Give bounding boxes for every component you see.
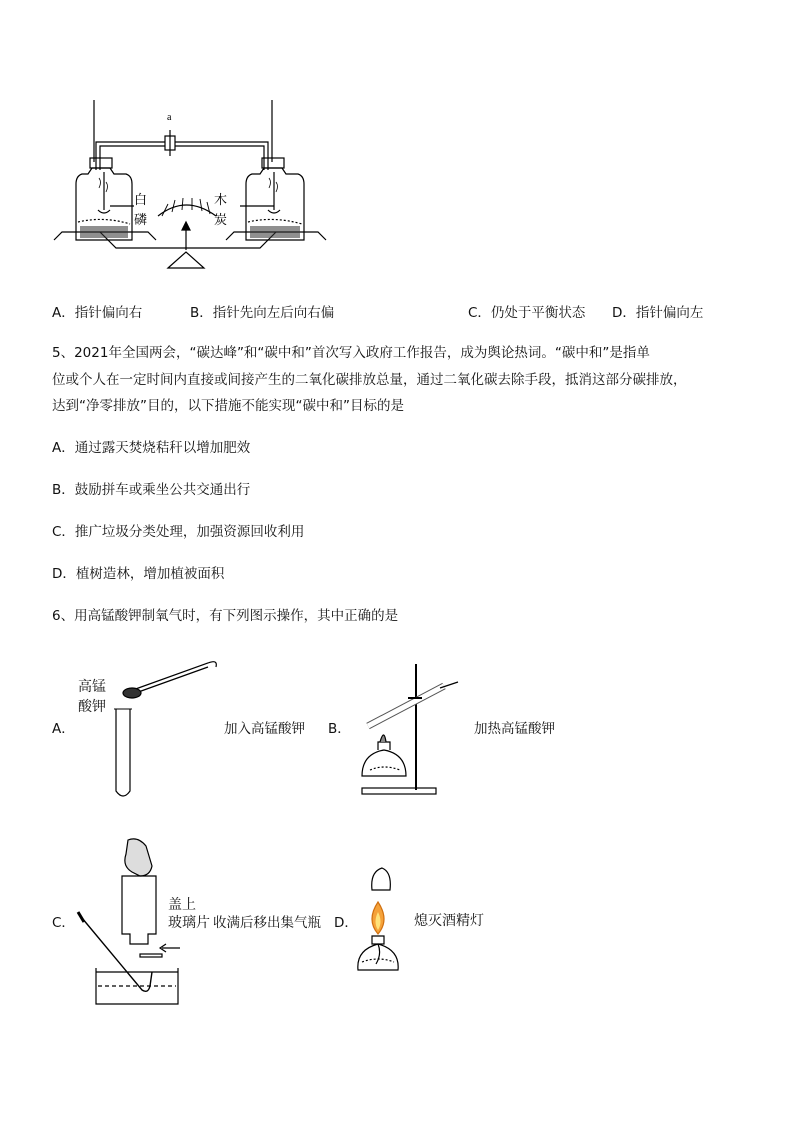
q6-a-label-line-1: 高锰 — [78, 679, 106, 695]
q5-stem-line-1: 5、2021年全国两会，“碳达峰”和“碳中和”首次写入政府工作报告，成为舆论热词。“碳中和”是指单 — [52, 345, 650, 361]
charcoal-label-1: 木 — [214, 193, 228, 208]
q4-option-c[interactable]: C．仍处于平衡状态 — [468, 305, 586, 321]
q6-c-label-line-1: 盖上 — [168, 897, 196, 913]
q6-option-d-caption: 熄灭酒精灯 — [414, 913, 484, 929]
white-phosphorus-label-1: 白 — [134, 193, 148, 208]
q6-stem: 6、用高锰酸钾制氧气时，有下列图示操作，其中正确的是 — [52, 608, 399, 624]
q5-option-d[interactable]: D．植树造林，增加植被面积 — [52, 566, 225, 582]
q6-a-label-line-2: 酸钾 — [78, 699, 106, 715]
q5-option-b[interactable]: B．鼓励拼车或乘坐公共交通出行 — [52, 482, 251, 498]
q4-option-b[interactable]: B．指针先向左后向右偏 — [190, 305, 335, 321]
q6-option-c-caption: 收满后移出集气瓶 — [213, 915, 321, 931]
q6-option-b-caption: 加热高锰酸钾 — [474, 721, 555, 737]
heating-apparatus-figure — [348, 658, 468, 798]
white-phosphorus-label-2: 磷 — [134, 213, 148, 228]
q5-option-a[interactable]: A．通过露天焚烧秸秆以增加肥效 — [52, 440, 251, 456]
valve-label: a — [167, 112, 172, 123]
q5-stem-line-2: 位或个人在一定时间内直接或间接产生的二氧化碳排放总量，通过二氧化碳去除手段，抵消这部分碳排放， — [52, 371, 687, 388]
q6-c-label-line-2: 玻璃片 — [168, 915, 210, 931]
q6-option-b-letter[interactable]: B． — [328, 721, 351, 737]
charcoal-label-2: 炭 — [214, 213, 228, 228]
q6-option-a-letter[interactable]: A． — [52, 721, 75, 737]
q5-option-c[interactable]: C．推广垃圾分类处理，加强资源回收利用 — [52, 524, 305, 540]
q5-stem-line-3: 达到“净零排放”目的，以下措施不能实现“碳中和”目标的是 — [52, 398, 404, 414]
q6-option-d-letter[interactable]: D． — [334, 915, 358, 931]
q6-option-a-caption: 加入高锰酸钾 — [224, 721, 305, 737]
balance-apparatus-figure — [40, 100, 340, 280]
q6-option-c-letter[interactable]: C． — [52, 915, 75, 931]
q5-stem — [52, 340, 752, 420]
q4-option-a[interactable]: A．指针偏向右 — [52, 305, 143, 321]
test-tube-spoon-figure — [110, 655, 225, 805]
alcohol-lamp-figure — [348, 860, 412, 980]
q4-option-d[interactable]: D．指针偏向左 — [612, 305, 704, 321]
